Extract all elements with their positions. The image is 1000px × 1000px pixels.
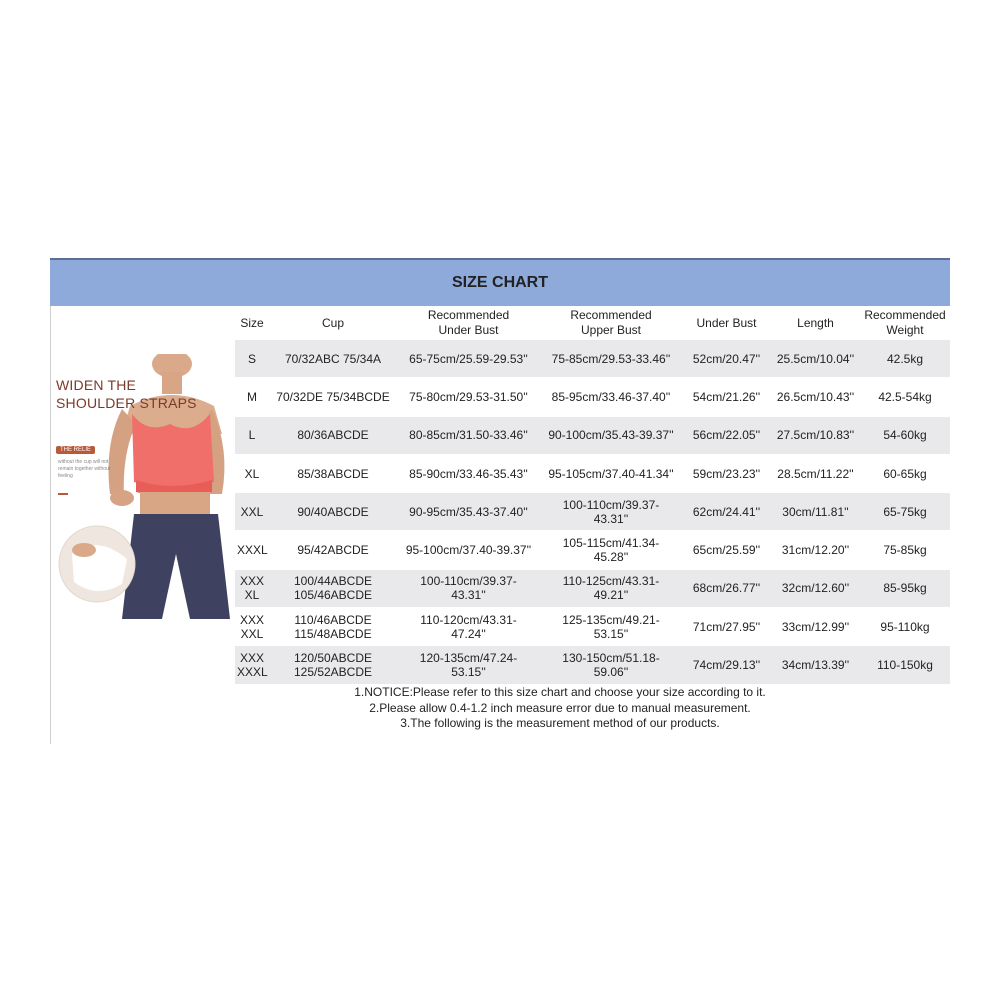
table-cell: 60-65kg (860, 454, 950, 492)
table-cell: 31cm/12.20'' (771, 531, 860, 569)
column-header: Recommended Upper Bust (570, 308, 652, 337)
table-cell: 52cm/20.47'' (682, 340, 771, 378)
table-cell: 27.5cm/10.83'' (771, 416, 860, 454)
table-cell: 90-95cm/35.43-37.40'' (397, 493, 540, 531)
table-cell: XXX XL (235, 569, 269, 607)
table-cell: 85-95kg (860, 569, 950, 607)
size-chart-title: SIZE CHART (452, 274, 548, 291)
table-cell: 32cm/12.60'' (771, 569, 860, 607)
table-cell: 65cm/25.59'' (682, 531, 771, 569)
promo-dash (58, 493, 68, 495)
table-row (235, 608, 950, 646)
table-cell: 110-125cm/43.31- 49.21'' (540, 569, 682, 607)
table-cell: 33cm/12.99'' (771, 608, 860, 646)
table-cell: 75-85cm/29.53-33.46'' (540, 340, 682, 378)
table-cell: XL (235, 454, 269, 492)
table-cell: 80-85cm/31.50-33.46'' (397, 416, 540, 454)
table-cell: 56cm/22.05'' (682, 416, 771, 454)
column-header: Size (240, 315, 264, 330)
column-header: Recommended Under Bust (427, 308, 510, 337)
table-cell: 130-150cm/51.18- 59.06'' (540, 646, 682, 684)
table-cell: 110/46ABCDE 115/48ABCDE (269, 608, 397, 646)
table-header-row (235, 306, 950, 340)
table-cell: 75-80cm/29.53-31.50'' (397, 378, 540, 416)
note-line: 1.NOTICE:Please refer to this size chart and choose your size according to it. (354, 685, 766, 699)
table-cell: 65-75kg (860, 493, 950, 531)
table-cell: XXXL (235, 531, 269, 569)
table-cell: 68cm/26.77'' (682, 569, 771, 607)
table-row (235, 646, 950, 684)
table-row (235, 454, 950, 492)
table-cell: 28.5cm/11.22'' (771, 454, 860, 492)
note-line: 3.The following is the measurement method of our products. (400, 716, 720, 730)
table-cell: 125-135cm/49.21- 53.15'' (540, 608, 682, 646)
table-row (235, 378, 950, 416)
table-row (235, 493, 950, 531)
promo-headline (56, 376, 197, 412)
size-chart-card (50, 258, 950, 744)
table-cell: 70/32DE 75/34BCDE (269, 378, 397, 416)
notes (235, 685, 885, 732)
table-cell: 70/32ABC 75/34A (269, 340, 397, 378)
table-cell: 110-120cm/43.31- 47.24'' (397, 608, 540, 646)
table-cell: 54-60kg (860, 416, 950, 454)
table-cell: 25.5cm/10.04'' (771, 340, 860, 378)
table-cell: 100-110cm/39.37- 43.31'' (397, 569, 540, 607)
table-cell: 62cm/24.41'' (682, 493, 771, 531)
table-cell: 105-115cm/41.34- 45.28'' (540, 531, 682, 569)
table-cell: S (235, 340, 269, 378)
table-body (235, 340, 950, 684)
table-cell: 42.5kg (860, 340, 950, 378)
table-cell: 100-110cm/39.37- 43.31'' (540, 493, 682, 531)
table-cell: 95/42ABCDE (269, 531, 397, 569)
table-cell: 74cm/29.13'' (682, 646, 771, 684)
table-cell: 110-150kg (860, 646, 950, 684)
note-line: 2.Please allow 0.4-1.2 inch measure error due to manual measurement. (369, 700, 751, 715)
promo-headline-line1: WIDEN THE (56, 377, 137, 393)
table-row (235, 340, 950, 378)
promo-tag: THE RELIE (56, 446, 95, 454)
column-header: Recommended Weight (864, 308, 946, 337)
table-cell: 65-75cm/25.59-29.53'' (397, 340, 540, 378)
promo-small-text: without the cup will not remain together without feeling (58, 459, 111, 479)
table-cell: 120/50ABCDE 125/52ABCDE (269, 646, 397, 684)
table-cell: 34cm/13.39'' (771, 646, 860, 684)
table-cell: 71cm/27.95'' (682, 608, 771, 646)
column-header: Length (797, 315, 834, 330)
table-cell: L (235, 416, 269, 454)
table-cell: 26.5cm/10.43'' (771, 378, 860, 416)
table-cell: 85-90cm/33.46-35.43'' (397, 454, 540, 492)
table-cell: 95-105cm/37.40-41.34'' (540, 454, 682, 492)
product-photo (52, 354, 232, 619)
table-cell: 85-95cm/33.46-37.40'' (540, 378, 682, 416)
size-table (235, 306, 950, 685)
left-divider (50, 306, 51, 744)
table-cell: 42.5-54kg (860, 378, 950, 416)
table-cell: M (235, 378, 269, 416)
column-header: Under Bust (696, 315, 757, 330)
table-cell: 85/38ABCDE (269, 454, 397, 492)
table-cell: XXL (235, 493, 269, 531)
table-cell: 59cm/23.23'' (682, 454, 771, 492)
table-cell: 75-85kg (860, 531, 950, 569)
table-cell: 95-100cm/37.40-39.37'' (397, 531, 540, 569)
table-cell: XXX XXL (235, 608, 269, 646)
table-cell: 54cm/21.26'' (682, 378, 771, 416)
table-cell: 95-110kg (860, 608, 950, 646)
table-cell: 90/40ABCDE (269, 493, 397, 531)
table-cell: 80/36ABCDE (269, 416, 397, 454)
table-cell: XXX XXXL (235, 646, 269, 684)
size-chart-header (50, 258, 950, 306)
column-header: Cup (321, 315, 344, 330)
table-cell: 30cm/11.81'' (771, 493, 860, 531)
table-cell: 120-135cm/47.24- 53.15'' (397, 646, 540, 684)
table-row (235, 416, 950, 454)
table-row (235, 569, 950, 607)
promo-headline-line2: SHOULDER STRAPS (56, 395, 197, 411)
table-cell: 90-100cm/35.43-39.37'' (540, 416, 682, 454)
table-row (235, 531, 950, 569)
table-cell: 100/44ABCDE 105/46ABCDE (269, 569, 397, 607)
